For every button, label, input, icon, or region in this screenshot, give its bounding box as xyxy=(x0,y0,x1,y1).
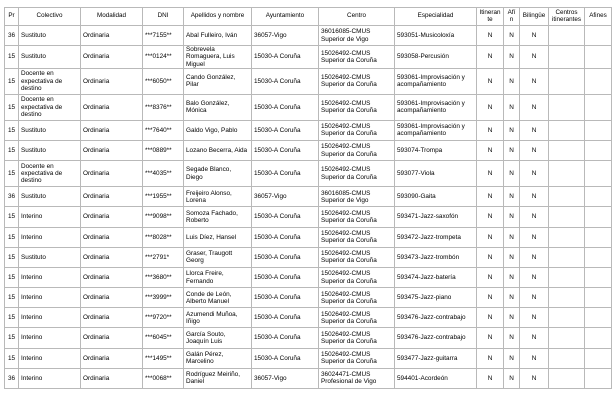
cell-afines xyxy=(585,368,612,388)
cell-colectivo: Sustituto xyxy=(19,140,81,160)
cell-ayuntamiento: 15030-A Coruña xyxy=(252,328,319,348)
cell-nombre: Balo González, Mónica xyxy=(184,94,252,120)
cell-pr: 15 xyxy=(5,267,19,287)
table-row xyxy=(5,161,612,187)
cell-pr: 15 xyxy=(5,46,19,69)
cell-modalidad: Ordinaria xyxy=(81,46,143,69)
assignments-table xyxy=(4,7,612,389)
cell-ayuntamiento: 15030-A Coruña xyxy=(252,348,319,368)
cell-centros-itinerantes xyxy=(549,120,585,140)
cell-ayuntamiento: 15030-A Coruña xyxy=(252,207,319,227)
cell-afines xyxy=(585,26,612,46)
cell-nombre: Rodríguez Meiriño, Daniel xyxy=(184,368,252,388)
cell-centros-itinerantes xyxy=(549,368,585,388)
cell-ayuntamiento: 15030-A Coruña xyxy=(252,140,319,160)
cell-nombre: García Souto, Joaquín Luis xyxy=(184,328,252,348)
cell-nombre: Freijeiro Alonso, Lorena xyxy=(184,187,252,207)
cell-afines xyxy=(585,46,612,69)
header-centro: Centro xyxy=(319,8,395,26)
cell-afin: N xyxy=(504,120,520,140)
cell-centro: 36016085-CMUS Superior de Vigo xyxy=(319,26,395,46)
cell-modalidad: Ordinaria xyxy=(81,68,143,94)
cell-especialidad: 593473-Jazz-trombón xyxy=(395,247,477,267)
cell-modalidad: Ordinaria xyxy=(81,328,143,348)
header-pr: Pr xyxy=(5,8,19,26)
cell-especialidad: 593051-Musicoloxía xyxy=(395,26,477,46)
cell-pr: 15 xyxy=(5,247,19,267)
cell-colectivo: Interino xyxy=(19,328,81,348)
cell-ayuntamiento: 15030-A Coruña xyxy=(252,288,319,308)
cell-itinerante: N xyxy=(477,26,504,46)
cell-afines xyxy=(585,288,612,308)
cell-colectivo: Interino xyxy=(19,348,81,368)
header-modalidad: Modalidad xyxy=(81,8,143,26)
cell-nombre: Abal Fulleiro, Iván xyxy=(184,26,252,46)
cell-especialidad: 593061-Improvisación y acompañamiento xyxy=(395,120,477,140)
cell-centro: 15026492-CMUS Superior da Coruña xyxy=(319,94,395,120)
cell-dni: ***9720** xyxy=(143,308,184,328)
cell-centros-itinerantes xyxy=(549,94,585,120)
cell-pr: 15 xyxy=(5,328,19,348)
cell-bilingue: N xyxy=(520,68,549,94)
cell-itinerante: N xyxy=(477,247,504,267)
cell-bilingue: N xyxy=(520,247,549,267)
cell-nombre: Segade Blanco, Diego xyxy=(184,161,252,187)
cell-centros-itinerantes xyxy=(549,348,585,368)
cell-dni: ***0068** xyxy=(143,368,184,388)
cell-colectivo: Interino xyxy=(19,368,81,388)
table-row xyxy=(5,46,612,69)
cell-afin: N xyxy=(504,94,520,120)
cell-bilingue: N xyxy=(520,348,549,368)
cell-centro: 15026492-CMUS Superior da Coruña xyxy=(319,247,395,267)
header-centros-itinerantes: Centros itinerantes xyxy=(549,8,585,26)
cell-pr: 15 xyxy=(5,68,19,94)
cell-afines xyxy=(585,227,612,247)
cell-ayuntamiento: 36057-Vigo xyxy=(252,26,319,46)
cell-centro: 15026492-CMUS Superior da Coruña xyxy=(319,267,395,287)
cell-bilingue: N xyxy=(520,140,549,160)
cell-pr: 15 xyxy=(5,161,19,187)
cell-bilingue: N xyxy=(520,308,549,328)
cell-modalidad: Ordinaria xyxy=(81,187,143,207)
cell-afines xyxy=(585,140,612,160)
cell-afin: N xyxy=(504,161,520,187)
cell-colectivo: Interino xyxy=(19,308,81,328)
cell-modalidad: Ordinaria xyxy=(81,308,143,328)
cell-ayuntamiento: 36057-Vigo xyxy=(252,368,319,388)
cell-dni: ***7640** xyxy=(143,120,184,140)
cell-nombre: Graser, Traugott Georg xyxy=(184,247,252,267)
cell-colectivo: Interino xyxy=(19,288,81,308)
cell-dni: ***1495** xyxy=(143,348,184,368)
cell-afines xyxy=(585,348,612,368)
cell-nombre: Somoza Fachado, Roberto xyxy=(184,207,252,227)
cell-centros-itinerantes xyxy=(549,46,585,69)
cell-especialidad: 593474-Jazz-batería xyxy=(395,267,477,287)
cell-bilingue: N xyxy=(520,288,549,308)
header-bilingue: Bilingüe xyxy=(520,8,549,26)
cell-colectivo: Sustituto xyxy=(19,26,81,46)
table-row xyxy=(5,288,612,308)
cell-afin: N xyxy=(504,368,520,388)
cell-nombre: Luis Díez, Hansel xyxy=(184,227,252,247)
cell-dni: ***7155** xyxy=(143,26,184,46)
cell-nombre: Galdo Vigo, Pablo xyxy=(184,120,252,140)
table-row xyxy=(5,94,612,120)
cell-pr: 15 xyxy=(5,227,19,247)
cell-especialidad: 593475-Jazz-piano xyxy=(395,288,477,308)
cell-pr: 15 xyxy=(5,288,19,308)
cell-ayuntamiento: 15030-A Coruña xyxy=(252,247,319,267)
cell-centros-itinerantes xyxy=(549,288,585,308)
cell-bilingue: N xyxy=(520,368,549,388)
cell-afin: N xyxy=(504,26,520,46)
cell-colectivo: Docente en expectativa de destino xyxy=(19,161,81,187)
cell-itinerante: N xyxy=(477,207,504,227)
cell-modalidad: Ordinaria xyxy=(81,247,143,267)
cell-modalidad: Ordinaria xyxy=(81,368,143,388)
cell-bilingue: N xyxy=(520,227,549,247)
cell-ayuntamiento: 15030-A Coruña xyxy=(252,161,319,187)
cell-dni: ***9098** xyxy=(143,207,184,227)
cell-dni: ***0124** xyxy=(143,46,184,69)
cell-colectivo: Interino xyxy=(19,267,81,287)
cell-ayuntamiento: 15030-A Coruña xyxy=(252,227,319,247)
cell-centros-itinerantes xyxy=(549,26,585,46)
header-afin: Afín xyxy=(504,8,520,26)
cell-pr: 15 xyxy=(5,94,19,120)
table-row xyxy=(5,308,612,328)
cell-centros-itinerantes xyxy=(549,227,585,247)
cell-pr: 15 xyxy=(5,308,19,328)
cell-itinerante: N xyxy=(477,161,504,187)
cell-afin: N xyxy=(504,348,520,368)
cell-afin: N xyxy=(504,140,520,160)
cell-especialidad: 593477-Jazz-guitarra xyxy=(395,348,477,368)
cell-colectivo: Sustituto xyxy=(19,120,81,140)
header-itinerante: Itinerante xyxy=(477,8,504,26)
cell-especialidad: 593061-Improvisación y acompañamiento xyxy=(395,94,477,120)
cell-afin: N xyxy=(504,46,520,69)
cell-ayuntamiento: 15030-A Coruña xyxy=(252,68,319,94)
cell-centro: 15026492-CMUS Superior da Coruña xyxy=(319,68,395,94)
cell-afin: N xyxy=(504,68,520,94)
cell-afin: N xyxy=(504,328,520,348)
table-row xyxy=(5,328,612,348)
cell-modalidad: Ordinaria xyxy=(81,120,143,140)
cell-afines xyxy=(585,267,612,287)
cell-especialidad: 593058-Percusión xyxy=(395,46,477,69)
cell-centro: 15026492-CMUS Superior da Coruña xyxy=(319,207,395,227)
cell-centros-itinerantes xyxy=(549,328,585,348)
cell-centro: 15026492-CMUS Superior da Coruña xyxy=(319,288,395,308)
cell-afin: N xyxy=(504,247,520,267)
cell-colectivo: Sustituto xyxy=(19,46,81,69)
cell-modalidad: Ordinaria xyxy=(81,288,143,308)
cell-ayuntamiento: 15030-A Coruña xyxy=(252,120,319,140)
table-row xyxy=(5,120,612,140)
cell-colectivo: Sustituto xyxy=(19,187,81,207)
cell-centros-itinerantes xyxy=(549,308,585,328)
cell-afin: N xyxy=(504,308,520,328)
cell-pr: 15 xyxy=(5,120,19,140)
cell-centros-itinerantes xyxy=(549,187,585,207)
cell-afin: N xyxy=(504,187,520,207)
header-afines: Afines xyxy=(585,8,612,26)
cell-afines xyxy=(585,187,612,207)
cell-itinerante: N xyxy=(477,308,504,328)
cell-itinerante: N xyxy=(477,288,504,308)
cell-centros-itinerantes xyxy=(549,68,585,94)
cell-bilingue: N xyxy=(520,207,549,227)
cell-itinerante: N xyxy=(477,348,504,368)
cell-nombre: Galán Pérez, Marcelino xyxy=(184,348,252,368)
cell-dni: ***4035** xyxy=(143,161,184,187)
cell-dni: ***3999** xyxy=(143,288,184,308)
cell-itinerante: N xyxy=(477,46,504,69)
cell-nombre: Llorca Freire, Fernando xyxy=(184,267,252,287)
cell-especialidad: 593476-Jazz-contrabajo xyxy=(395,308,477,328)
cell-pr: 36 xyxy=(5,26,19,46)
cell-centro: 15026492-CMUS Superior da Coruña xyxy=(319,120,395,140)
cell-centro: 15026492-CMUS Superior da Coruña xyxy=(319,161,395,187)
cell-bilingue: N xyxy=(520,46,549,69)
cell-centros-itinerantes xyxy=(549,161,585,187)
cell-dni: ***6045** xyxy=(143,328,184,348)
cell-modalidad: Ordinaria xyxy=(81,207,143,227)
table-row xyxy=(5,140,612,160)
cell-centros-itinerantes xyxy=(549,207,585,227)
cell-centro: 36016085-CMUS Superior de Vigo xyxy=(319,187,395,207)
cell-afines xyxy=(585,308,612,328)
cell-modalidad: Ordinaria xyxy=(81,161,143,187)
cell-colectivo: Docente en expectativa de destino xyxy=(19,68,81,94)
cell-bilingue: N xyxy=(520,120,549,140)
cell-afines xyxy=(585,161,612,187)
cell-colectivo: Interino xyxy=(19,227,81,247)
cell-pr: 15 xyxy=(5,140,19,160)
cell-centros-itinerantes xyxy=(549,247,585,267)
cell-bilingue: N xyxy=(520,26,549,46)
cell-nombre: Conde de León, Alberto Manuel xyxy=(184,288,252,308)
cell-colectivo: Docente en expectativa de destino xyxy=(19,94,81,120)
cell-bilingue: N xyxy=(520,161,549,187)
cell-afines xyxy=(585,247,612,267)
cell-nombre: Sobrevela Romaguera, Luis Miguel xyxy=(184,46,252,69)
cell-especialidad: 593061-Improvisación y acompañamiento xyxy=(395,68,477,94)
cell-especialidad: 593471-Jazz-saxofón xyxy=(395,207,477,227)
cell-centros-itinerantes xyxy=(549,140,585,160)
cell-especialidad: 593090-Gaita xyxy=(395,187,477,207)
cell-ayuntamiento: 36057-Vigo xyxy=(252,187,319,207)
cell-itinerante: N xyxy=(477,227,504,247)
table-row xyxy=(5,368,612,388)
cell-centro: 15026492-CMUS Superior da Coruña xyxy=(319,140,395,160)
cell-itinerante: N xyxy=(477,94,504,120)
cell-pr: 36 xyxy=(5,368,19,388)
cell-bilingue: N xyxy=(520,94,549,120)
cell-nombre: Lozano Becerra, Aida xyxy=(184,140,252,160)
cell-ayuntamiento: 15030-A Coruña xyxy=(252,46,319,69)
table-row xyxy=(5,247,612,267)
cell-dni: ***3680** xyxy=(143,267,184,287)
cell-modalidad: Ordinaria xyxy=(81,348,143,368)
cell-bilingue: N xyxy=(520,328,549,348)
cell-dni: ***6050** xyxy=(143,68,184,94)
cell-afines xyxy=(585,68,612,94)
header-especialidad: Especialidad xyxy=(395,8,477,26)
cell-dni: ***8028** xyxy=(143,227,184,247)
header-colectivo: Colectivo xyxy=(19,8,81,26)
table-body xyxy=(5,26,612,389)
cell-pr: 36 xyxy=(5,187,19,207)
cell-ayuntamiento: 15030-A Coruña xyxy=(252,267,319,287)
cell-dni: ***0889** xyxy=(143,140,184,160)
cell-afin: N xyxy=(504,227,520,247)
cell-ayuntamiento: 15030-A Coruña xyxy=(252,94,319,120)
cell-afines xyxy=(585,94,612,120)
cell-especialidad: 593476-Jazz-contrabajo xyxy=(395,328,477,348)
cell-dni: ***8376** xyxy=(143,94,184,120)
cell-centro: 15026492-CMUS Superior da Coruña xyxy=(319,348,395,368)
cell-nombre: Azumendi Muñoa, Iñigo xyxy=(184,308,252,328)
table-row xyxy=(5,348,612,368)
cell-bilingue: N xyxy=(520,187,549,207)
cell-especialidad: 593077-Viola xyxy=(395,161,477,187)
cell-itinerante: N xyxy=(477,68,504,94)
cell-dni: ***1955** xyxy=(143,187,184,207)
cell-centros-itinerantes xyxy=(549,267,585,287)
table-header xyxy=(5,8,612,26)
cell-afines xyxy=(585,207,612,227)
cell-itinerante: N xyxy=(477,140,504,160)
cell-modalidad: Ordinaria xyxy=(81,94,143,120)
cell-modalidad: Ordinaria xyxy=(81,227,143,247)
cell-pr: 15 xyxy=(5,348,19,368)
cell-afin: N xyxy=(504,288,520,308)
cell-colectivo: Interino xyxy=(19,207,81,227)
table-row xyxy=(5,207,612,227)
table-row xyxy=(5,267,612,287)
cell-centro: 15026492-CMUS Superior da Coruña xyxy=(319,308,395,328)
cell-especialidad: 593472-Jazz-trompeta xyxy=(395,227,477,247)
cell-itinerante: N xyxy=(477,267,504,287)
cell-modalidad: Ordinaria xyxy=(81,140,143,160)
cell-colectivo: Sustituto xyxy=(19,247,81,267)
header-ayuntamiento: Ayuntamiento xyxy=(252,8,319,26)
cell-nombre: Cando González, Pilar xyxy=(184,68,252,94)
cell-centro: 15026492-CMUS Superior da Coruña xyxy=(319,227,395,247)
cell-itinerante: N xyxy=(477,328,504,348)
cell-ayuntamiento: 15030-A Coruña xyxy=(252,308,319,328)
cell-modalidad: Ordinaria xyxy=(81,267,143,287)
table-row xyxy=(5,68,612,94)
cell-afines xyxy=(585,120,612,140)
cell-itinerante: N xyxy=(477,368,504,388)
cell-modalidad: Ordinaria xyxy=(81,26,143,46)
header-row xyxy=(5,8,612,26)
header-dni: DNI xyxy=(143,8,184,26)
header-nombre: Apellidos y nombre xyxy=(184,8,252,26)
table-row xyxy=(5,227,612,247)
cell-pr: 15 xyxy=(5,207,19,227)
table-row xyxy=(5,26,612,46)
cell-dni: ***2791* xyxy=(143,247,184,267)
cell-bilingue: N xyxy=(520,267,549,287)
cell-centro: 36024471-CMUS Profesional de Vigo xyxy=(319,368,395,388)
cell-centro: 15026492-CMUS Superior da Coruña xyxy=(319,46,395,69)
cell-centro: 15026492-CMUS Superior da Coruña xyxy=(319,328,395,348)
cell-itinerante: N xyxy=(477,187,504,207)
cell-afin: N xyxy=(504,267,520,287)
cell-especialidad: 594401-Acordeón xyxy=(395,368,477,388)
cell-especialidad: 593074-Trompa xyxy=(395,140,477,160)
table-row xyxy=(5,187,612,207)
cell-afin: N xyxy=(504,207,520,227)
cell-afines xyxy=(585,328,612,348)
cell-itinerante: N xyxy=(477,120,504,140)
